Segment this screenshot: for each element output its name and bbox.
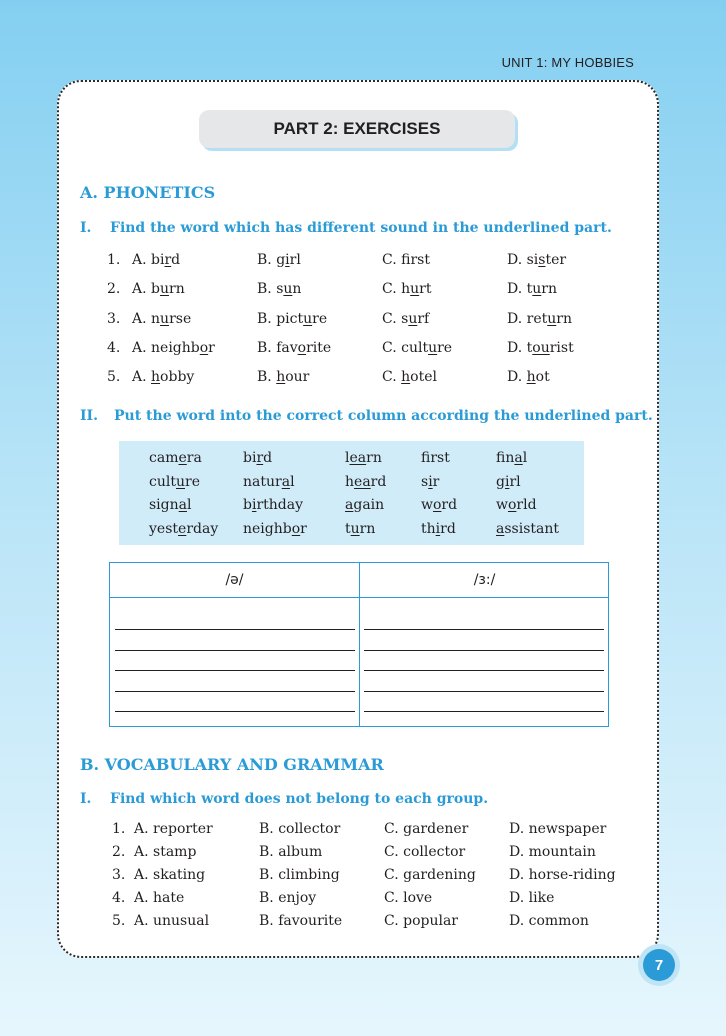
task-text: Find which word does not belong to each group. (110, 791, 489, 807)
answer-line[interactable] (364, 670, 604, 671)
answer-line[interactable] (364, 650, 604, 651)
option-a: A. hate (134, 890, 185, 906)
section-b-title: B. VOCABULARY AND GRAMMAR (80, 755, 384, 774)
option-b: B. favourite (259, 913, 343, 929)
question-row (0, 821, 726, 843)
question-row (0, 867, 726, 889)
word-bank-word: assistant (496, 521, 560, 538)
word-bank-word: culture (149, 473, 200, 490)
option-d: D. hot (507, 369, 550, 386)
unit-header: UNIT 1: MY HOBBIES (501, 55, 634, 70)
section-a-title: A. PHONETICS (80, 183, 216, 202)
word-bank-word: again (345, 497, 385, 514)
word-bank-word: final (496, 450, 528, 466)
column-header-er: /ɜ:/ (473, 572, 496, 588)
word-bank-word: third (421, 521, 456, 538)
option-a: A. burn (132, 281, 185, 298)
question-number: 2. (112, 844, 126, 860)
option-c: C. hotel (382, 369, 437, 386)
answer-line[interactable] (115, 629, 355, 630)
question-row (0, 369, 726, 391)
question-number: 3. (107, 310, 121, 327)
option-a: A. hobby (132, 369, 195, 386)
option-c: C. culture (382, 339, 453, 356)
task-text: Find the word which has different sound in the underlined part. (110, 220, 612, 236)
word-bank-word: neighbor (243, 521, 307, 538)
part-title: PART 2: EXERCISES (199, 110, 515, 148)
answer-line[interactable] (115, 650, 355, 651)
word-bank-word: learn (345, 450, 382, 466)
option-a: A. nurse (132, 310, 192, 327)
option-a: A. reporter (134, 821, 213, 837)
question-row (0, 252, 726, 274)
option-b: B. picture (257, 310, 328, 327)
option-b: B. hour (257, 369, 310, 386)
option-d: D. turn (507, 281, 558, 298)
option-d: D. newspaper (509, 821, 607, 837)
task-a2-title (80, 408, 653, 424)
answer-line[interactable] (115, 711, 355, 712)
question-number: 1. (112, 821, 126, 837)
question-number: 5. (107, 369, 121, 386)
question-number: 5. (112, 913, 126, 929)
word-bank-word: natural (243, 473, 295, 490)
option-c: C. collector (384, 844, 466, 860)
page-number: 7 (643, 949, 675, 981)
question-row (0, 340, 726, 362)
column-header-schwa: /ə/ (225, 572, 244, 588)
sort-table (109, 562, 609, 727)
option-d: D. sister (507, 252, 567, 268)
answer-line[interactable] (364, 711, 604, 712)
option-c: C. surf (382, 310, 430, 327)
option-d: D. common (509, 913, 589, 929)
word-bank-word: world (496, 497, 537, 514)
word-bank-word: heard (345, 473, 387, 490)
option-c: C. gardening (384, 867, 476, 883)
option-b: B. girl (257, 252, 301, 268)
option-b: B. sun (257, 281, 302, 298)
option-b: B. climbing (259, 867, 340, 883)
question-number: 2. (107, 281, 121, 298)
option-c: C. hurt (382, 281, 432, 298)
option-d: D. like (509, 890, 555, 906)
option-a: A. bird (132, 252, 181, 268)
word-bank-word: frst (421, 450, 450, 466)
option-d: D. return (507, 310, 572, 327)
question-number: 3. (112, 867, 126, 883)
word-bank (119, 441, 584, 545)
word-bank-word: sir (421, 473, 440, 490)
task-number: I. (80, 791, 92, 807)
answer-line[interactable] (364, 691, 604, 692)
word-bank-word: turn (345, 521, 376, 538)
page-number-badge (638, 944, 680, 986)
task-number: II. (80, 408, 98, 424)
word-bank-word: birthday (243, 497, 304, 514)
word-bank-word: camera (149, 450, 202, 466)
answer-line[interactable] (115, 691, 355, 692)
question-row (0, 311, 726, 333)
option-c: C. popular (384, 913, 458, 929)
word-bank-word: yesterday (149, 521, 219, 538)
task-a1-title (80, 220, 612, 236)
option-d: D. tourist (507, 339, 574, 356)
question-number: 4. (107, 339, 121, 356)
option-b: B. favorite (257, 339, 332, 356)
question-number: 4. (112, 890, 126, 906)
option-a: A. skating (134, 867, 206, 883)
option-d: D. mountain (509, 844, 596, 860)
answer-line[interactable] (115, 670, 355, 671)
word-bank-word: bird (243, 450, 273, 466)
question-row (0, 913, 726, 935)
option-a: A. stamp (134, 844, 197, 860)
word-bank-word: word (421, 497, 458, 514)
option-c: C. love (384, 890, 433, 906)
option-b: B. album (259, 844, 323, 860)
task-text: Put the word into the correct column according the underlined part. (114, 408, 653, 424)
option-b: B. collector (259, 821, 341, 837)
option-a: A. neighbor (132, 339, 215, 356)
question-number: 1. (107, 252, 121, 268)
option-a: A. unusual (134, 913, 210, 929)
option-c: C. gardener (384, 821, 469, 837)
question-row (0, 844, 726, 866)
task-number: I. (80, 220, 92, 236)
question-row (0, 281, 726, 303)
question-row (0, 890, 726, 912)
word-bank-word: signal (149, 497, 192, 514)
option-d: D. horse-riding (509, 867, 616, 883)
option-b: B. enjoy (259, 890, 317, 906)
task-b1-title (80, 791, 488, 807)
word-bank-word: girl (496, 473, 521, 490)
answer-line[interactable] (364, 629, 604, 630)
option-c: C. frst (382, 252, 430, 268)
